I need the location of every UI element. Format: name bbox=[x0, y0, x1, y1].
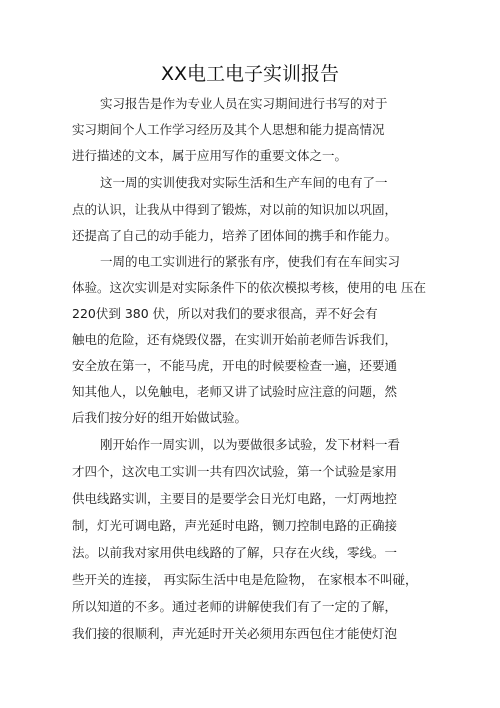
paragraph-4-line-3: 供电线路实训，主要目的是要学会日光灯电路，一灯两地控 bbox=[72, 491, 398, 506]
paragraph-3-line-6: 知其他人，以免触电，老师又讲了试验时应注意的问题，然 bbox=[72, 384, 398, 399]
paragraph-4-line-6: 些开关的连接， 再实际生活中电是危险物， 在家根本不叫碰， bbox=[72, 572, 418, 587]
paragraph-4-line-8: 我们接的很顺利，声光延时开关必须用东西包住才能使灯泡 bbox=[72, 626, 398, 641]
paragraph-1-line-1: 实习报告是作为专业人员在实习期间进行书写的对于 bbox=[100, 96, 388, 111]
paragraph-2-line-2: 点的认识，让我从中得到了锻炼，对以前的知识加以巩固， bbox=[72, 202, 398, 217]
paragraph-3-line-2: 体验。这次实训是对实际条件下的依次模拟考核，使用的电 压在 bbox=[72, 280, 426, 295]
document-title: XX电工电子实训报告 bbox=[160, 63, 340, 85]
paragraph-3-line-1: 一周的电工实训进行的紧张有序，使我们有在车间实习 bbox=[100, 254, 401, 269]
paragraph-2-line-3: 还提高了自己的动手能力，培养了团体间的携手和作能力。 bbox=[72, 228, 398, 243]
paragraph-4-line-7: 所以知道的不多。通过老师的讲解使我们有了一定的了解， bbox=[72, 599, 398, 614]
paragraph-3-line-7: 后我们按分好的组开始做试验。 bbox=[72, 410, 248, 425]
paragraph-1-line-2: 实习期间个人工作学习经历及其个人思想和能力提高情况 bbox=[72, 122, 385, 137]
paragraph-3-line-5: 安全放在第一，不能马虎，开电的时候要检查一遍，还要通 bbox=[72, 358, 398, 373]
paragraph-3-line-3: 220伏到 380 伏，所以对我们的要求很高，弄不好会有 bbox=[72, 306, 378, 321]
paragraph-1-line-3: 进行描述的文本，属于应用写作的重要文体之一。 bbox=[72, 148, 348, 163]
paragraph-4-line-2: 才四个，这次电工实训一共有四次试验，第一个试验是家用 bbox=[72, 464, 398, 479]
paragraph-4-line-4: 制，灯光可调电路，声光延时电路，铡刀控制电路的正确接 bbox=[72, 518, 398, 533]
paragraph-4-line-1: 刚开始作一周实训，以为要做很多试验，发下材料一看 bbox=[100, 437, 401, 452]
paragraph-3-line-4: 触电的危险，还有烧毁仪器，在实训开始前老师告诉我们， bbox=[72, 332, 398, 347]
paragraph-4-line-5: 法。以前我对家用供电线路的了解，只存在火线，零线。一 bbox=[72, 545, 398, 560]
paragraph-2-line-1: 这一周的实训使我对实际生活和生产车间的电有了一 bbox=[100, 175, 388, 190]
